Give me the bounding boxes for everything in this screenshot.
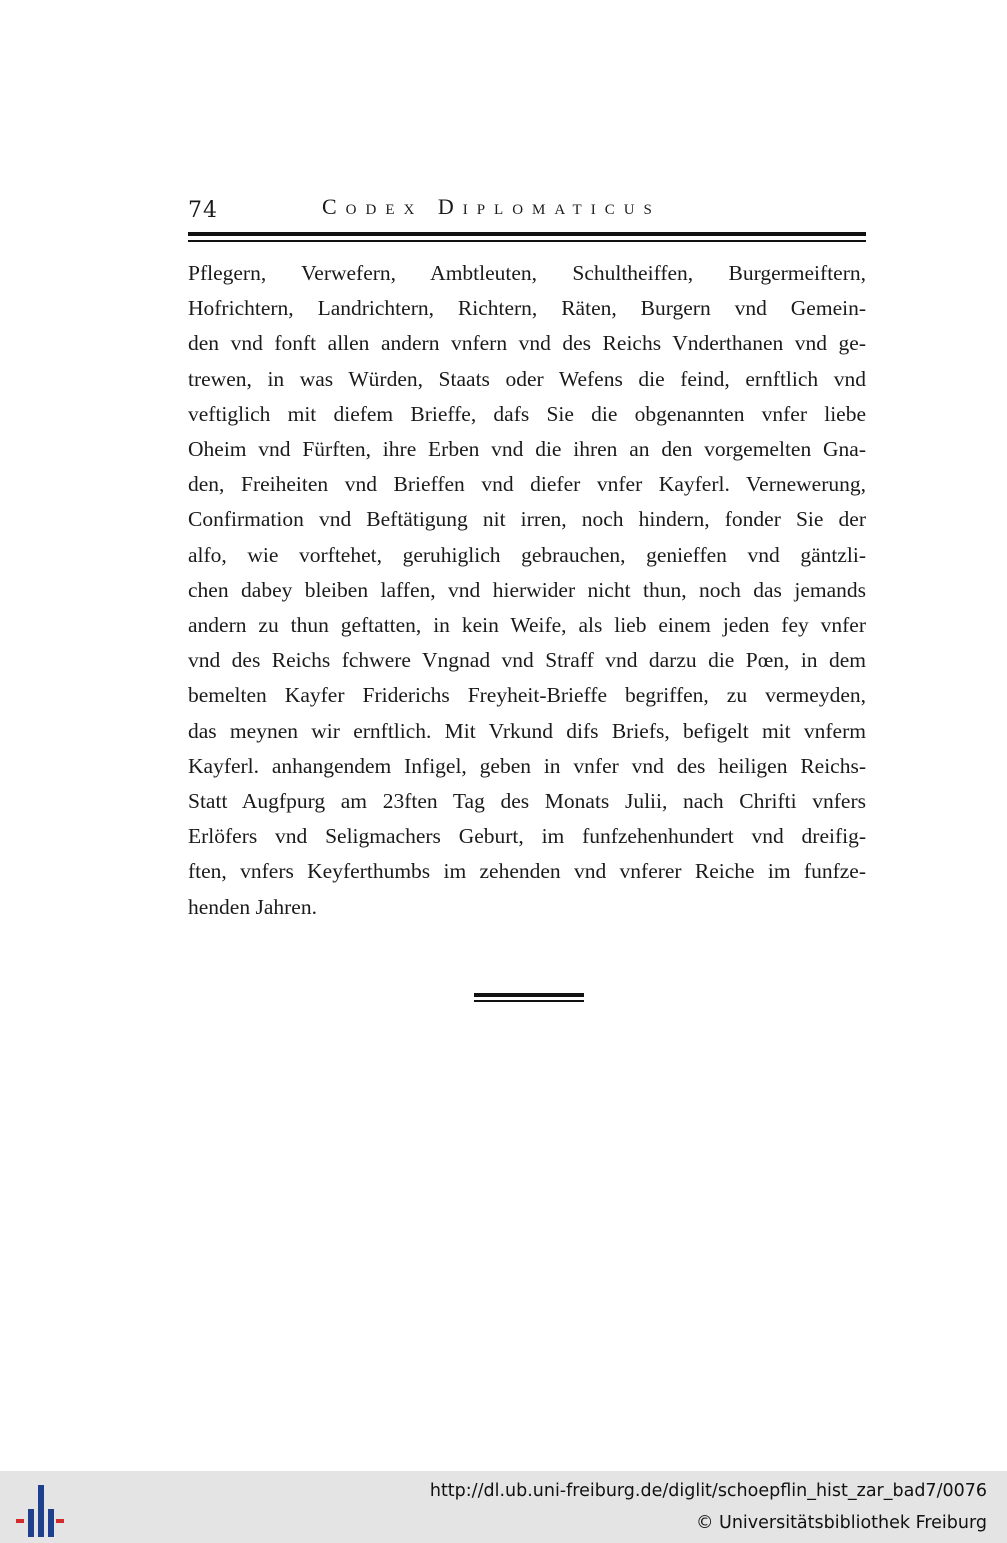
text-line: den, Freiheiten vnd Brieffen vnd diefer vnfer Kayferl. Vernewerung,	[188, 472, 866, 497]
source-url-link[interactable]: http://dl.ub.uni-freiburg.de/diglit/schoepflin_hist_zar_bad7/0076	[429, 1481, 987, 1501]
text-line: henden Jahren.	[188, 894, 317, 919]
text-line: das meynen wir ernftlich. Mit Vrkund difs Briefs, befigelt mit vnferm	[188, 718, 866, 743]
text-line: chen dabey bleiben laffen, vnd hierwider nicht thun, noch das jemands	[188, 577, 866, 602]
text-line: Kayferl. anhangendem Infigel, geben in vnfer vnd des heiligen Reichs-	[188, 753, 866, 778]
body-text	[188, 256, 866, 925]
text-line: trewen, in was Würden, Staats oder Wefens die feind, ernftlich vnd	[188, 366, 866, 391]
text-line: Hofrichtern, Landrichtern, Richtern, Räten, Burgern vnd Gemein-	[188, 296, 866, 321]
text-line: alfo, wie vorftehet, geruhiglich gebrauchen, genieffen vnd gäntzli-	[188, 542, 866, 567]
text-line: Oheim vnd Fürften, ihre Erben vnd die ihren an den vorgemelten Gna-	[188, 437, 866, 462]
text-line: veftiglich mit diefem Brieffe, dafs Sie die obgenannten vnfer liebe	[188, 401, 866, 426]
text-line: Erlöfers vnd Seligmachers Geburt, im funfzehenhundert vnd dreifig-	[188, 824, 866, 849]
text-line: bemelten Kayfer Friderichs Freyheit-Brieffe begriffen, zu vermeyden,	[188, 683, 866, 708]
text-line: vnd des Reichs fchwere Vngnad vnd Straff vnd darzu die Pœn, in dem	[188, 648, 866, 673]
copyright-notice: © Universitätsbibliothek Freiburg	[695, 1513, 987, 1533]
header-double-rule	[188, 232, 866, 246]
text-line: ften, vnfers Keyferthumbs im zehenden vnd vnferer Reiche im funfze-	[188, 859, 866, 884]
page-number: 74	[188, 198, 218, 223]
text-line: Pflegern, Verwefern, Ambtleuten, Schultheiffen, Burgermeiftern,	[188, 261, 866, 285]
end-ornament-rule	[474, 993, 584, 1003]
text-line: Confirmation vnd Beftätigung nit irren, noch hindern, fonder Sie der	[188, 507, 866, 532]
footer-bar	[0, 1471, 1007, 1543]
ub-freiburg-logo-icon	[16, 1485, 64, 1537]
text-line: Statt Augfpurg am 23ften Tag des Monats Julii, nach Chrifti vnfers	[188, 789, 866, 814]
text-line: den vnd fonft allen andern vnfern vnd des Reichs Vnderthanen vnd ge-	[188, 331, 866, 356]
text-line: andern zu thun geftatten, in kein Weife, als lieb einem jeden fey vnfer	[188, 613, 866, 638]
running-title: Codex Diplomaticus	[322, 194, 661, 219]
